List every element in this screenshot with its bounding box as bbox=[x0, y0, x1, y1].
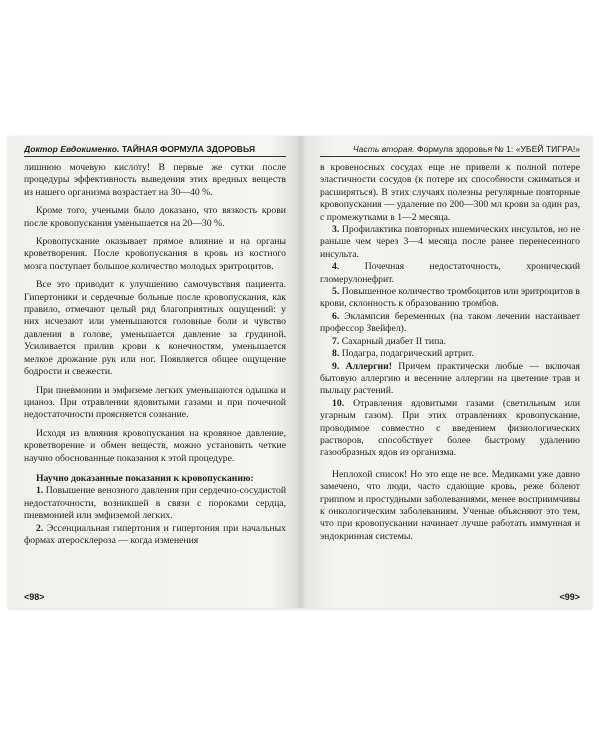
header-chapter-title: Формула здоровья № 1: «УБЕЙ ТИГРА!» bbox=[416, 144, 580, 154]
right-running-header bbox=[320, 144, 580, 157]
list-item bbox=[320, 286, 580, 311]
paragraph: в кровеносных сосудах еще не привели к полной потере эластичности сосудов (к потере их способности сжиматься и расширяться). В этих случаях полезны регулярные повторные кровопускания — удаление по 200—300 мл крови за один раз, с промежутками в 1—2 месяца. bbox=[320, 162, 580, 223]
list-item bbox=[320, 261, 580, 286]
item-text: Почечная недостаточность, хронический гломерулонефрит. bbox=[320, 261, 581, 285]
item-number: 1. bbox=[36, 485, 44, 497]
item-text: Профилактика повторных ишемических инсультов, но не раньше чем через 3—4 месяца после ранее перенесенного инсульта. bbox=[320, 224, 580, 260]
book-spread bbox=[8, 136, 592, 608]
right-body-text bbox=[320, 162, 580, 543]
list-item bbox=[320, 311, 580, 336]
item-text: Повышенное количество тромбоцитов или эритроцитов в крови, склонность к образованию тромбов. bbox=[320, 286, 580, 310]
list-item bbox=[24, 485, 286, 522]
paragraph: Исходя из влияния кровопускания на кровяное давление, кроветворение и обмен веществ, можно установить четкие научно обоснованные показания к этой процедуре. bbox=[24, 427, 286, 464]
header-part: Часть вторая. bbox=[352, 144, 415, 154]
header-book-title: ТАЙНАЯ ФОРМУЛА ЗДОРОВЬЯ bbox=[121, 144, 256, 154]
item-number: 6. bbox=[332, 310, 340, 322]
list-item bbox=[320, 361, 580, 398]
item-number: 3. bbox=[332, 224, 340, 236]
left-page bbox=[24, 136, 286, 608]
left-body-text bbox=[24, 162, 286, 547]
item-text: Отравления ядовитыми газами (светильным или угарным газом). При этих отравлениях кровопускание, проводимое совместно с введением физиологических растворов, способствует более быстрому удалению газообразных ядов из организма. bbox=[320, 397, 581, 459]
page-number: <99> bbox=[559, 592, 580, 602]
paragraph: Кровопускание оказывает прямое влияние и на органы кроветворения. После кровопускания в кровь из костного мозга поступает большое количество молодых эритроцитов. bbox=[24, 236, 286, 272]
item-number: 8. bbox=[332, 348, 340, 360]
paragraph: Неплохой список! Но это еще не все. Медиками уже давно замечено, что люди, часто сдающие кровь, реже болеют гриппом и простудными заболеваниями, менее восприимчивы к онкологическим заболеваниям. Ученые объясняют это тем, что при кровопускании начинает лучше работать иммунная и эндокринная системы. bbox=[320, 468, 580, 542]
item-number: 2. bbox=[36, 522, 44, 534]
item-number: 5. bbox=[332, 286, 340, 298]
paragraph: Кроме того, учеными было доказано, что вязкость крови после кровопускания уменьшается на 20—30 %. bbox=[24, 205, 286, 229]
item-text: Подагра, подагрический артрит. bbox=[341, 348, 474, 360]
list-item bbox=[320, 348, 580, 360]
item-number: 9. Аллергии! bbox=[332, 360, 392, 372]
list-item bbox=[24, 523, 286, 548]
item-text: Причем практически любые — включая бытовую аллергию и весенние аллергии на цветение трав и пыльцу растений. bbox=[320, 360, 581, 397]
header-author: Доктор Евдокименко. bbox=[24, 144, 120, 154]
paragraph: Все это приводит к улучшению самочувствия пациента. Гипертоники и сердечные больные после кровопускания, как правило, отмечают целый ряд благоприятных ощущений: у них исчезают или уменьшаются головные боли и чувство давления в голове, уменьшается давление за грудиной. Усиливается прилив крови к конечностям, уменьшается мелкое дрожание рук или ног. Появляется общее ощущение бодрости и свежести. bbox=[24, 279, 286, 378]
item-text: Повышение венозного давления при сердечно-сосудистой недостаточности, возникшей в связи с пороками сердца, пневмонией или эмфиземой легких. bbox=[24, 485, 287, 522]
list-item bbox=[320, 336, 580, 348]
paragraph: При пневмонии и эмфиземе легких уменьшаются одышка и цианоз. При отравлении ядовитыми газами и при почечной недостаточности проясняется сознание. bbox=[24, 384, 286, 421]
list-item bbox=[320, 398, 580, 460]
item-text: Эссенциальная гипертония и гипертония при начальных формах атеросклероза — когда изменения bbox=[24, 522, 286, 546]
list-item bbox=[320, 224, 580, 261]
indications-heading: Научно доказанные показания к кровопусканию: bbox=[36, 472, 254, 484]
paragraph: лишнюю мочевую кислоту! В первые же сутки после процедуры эффективность выведения этих вредных веществ из нашего организма возрастает на 30—40 %. bbox=[24, 162, 286, 198]
item-number: 10. bbox=[332, 397, 345, 409]
item-number: 4. bbox=[332, 261, 340, 273]
left-running-header bbox=[24, 144, 286, 157]
right-page bbox=[320, 136, 580, 608]
page-number: <98> bbox=[24, 592, 45, 602]
item-number: 7. bbox=[332, 335, 340, 347]
item-text: Эклампсия беременных (на таком лечении настаивает профессор Звейфел). bbox=[320, 310, 580, 335]
item-text: Сахарный диабет II типа. bbox=[341, 335, 446, 347]
